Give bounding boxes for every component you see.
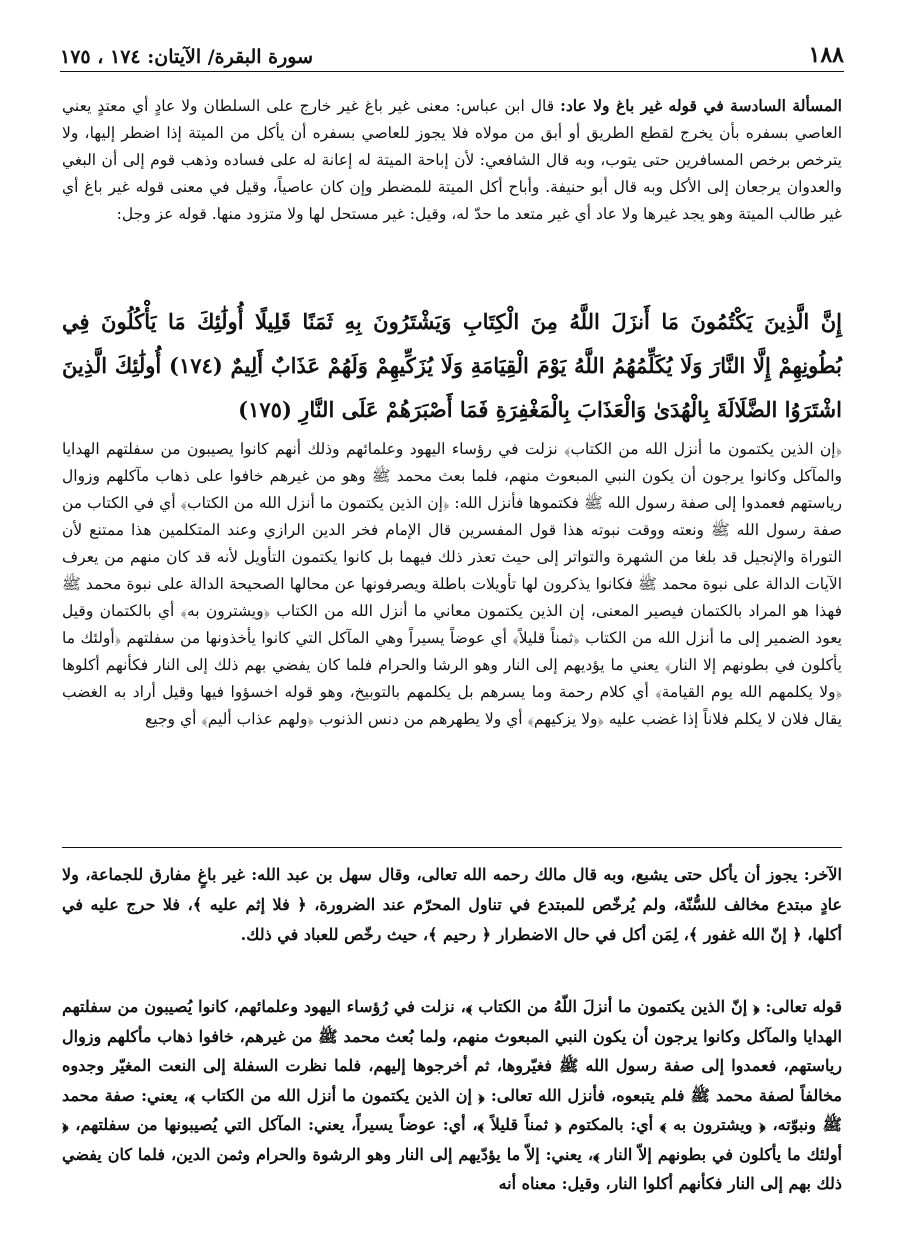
- page-header: [60, 40, 844, 68]
- footnote-2: قوله تعالى: ﴿ إنّ الذين يكتمون ما أنزلَ اللّهُ من الكتاب ﴾، نزلت في رُؤساء اليهود وعلمائهم، كانوا يُصيبون من سفلتهم الهدايا والمآكل وكانوا يرجون أن يكون النبي المبعوث منهم، ولما بُعث محمد ﷺ من غيرهم، خافوا ذهاب مأكلهم وزوال رياستهم، فعمدوا إلى صفة رسول الله ﷺ فغيّروها، ثم أخرجوها إليهم، فلما نظرت السفلة إلى النعت المغيّر وجدوه مخالفاً لصفة محمد ﷺ فلم يتبعوه، فأنزل الله تعالى: ﴿ إن الذين يكتمون ما أنزل الله من الكتاب ﴾، يعني: صفة محمد ﷺ ونبوّته، ﴿ ويشترون به ﴾ أي: بالمكتوم ﴿ ثمناً قليلاً ﴾، أي: عوضاً يسيراً، يعني: المآكل التي يُصيبونها من سفلتهم، ﴿ أولئك ما يأكلون في بطونهم إلاّ النار ﴾، يعني: إلاّ ما يؤدّيهم إلى النار وهو الرشوة والحرام وثمن الدين، فلما كان يفضي ذلك بهم إلى النار فكأنهم أكلوا النار، وقيل: معناه أنه: [62, 997, 843, 1193]
- section-heading: المسألة السادسة في قوله غير باغ ولا عاد:: [560, 96, 842, 115]
- footnote-separator: [62, 847, 842, 848]
- quran-verse: إِنَّ الَّذِينَ يَكْتُمُونَ مَا أَنزَلَ اللَّهُ مِنَ الْكِتَابِ وَيَشْتَرُونَ بِهِ ثَمَنًا قَلِيلًا أُولَٰئِكَ مَا يَأْكُلُونَ فِي بُطُونِهِمْ إِلَّا النَّارَ وَلَا يُكَلِّمُهُمُ اللَّهُ يَوْمَ الْقِيَامَةِ وَلَا يُزَكِّيهِمْ وَلَهُمْ عَذَابٌ أَلِيمٌ (١٧٤) أُولَٰئِكَ الَّذِينَ اشْتَرَوُا الضَّلَالَةَ بِالْهُدَىٰ وَالْعَذَابَ بِالْمَغْفِرَةِ فَمَا أَصْبَرَهُمْ عَلَى النَّارِ (١٧٥): [62, 309, 842, 422]
- page-number: ١٨٨: [808, 42, 844, 68]
- upper-text: [62, 92, 842, 228]
- commentary-text: ﴿إن الذين يكتمون ما أنزل الله من الكتاب﴾ نزلت في رؤساء اليهود وعلمائهم وذلك أنهم كانوا يصيبون من سفلتهم الهدايا والمآكل وكانوا يرجون أن يكون النبي المبعوث منهم، فلما بعث محمد ﷺ وهو من غيرهم خافوا على ذهاب مآكلهم وزوال رياستهم فعمدوا إلى صفة رسول الله ﷺ فكتموها فأنزل الله: ﴿إن الذين يكتمون ما أنزل الله من الكتاب﴾ أي في الكتاب من صفة رسول الله ﷺ ونعته ووقت نبوته هذا قول المفسرين قال الإمام فخر الدين الرازي وعند المتكلمين هذا ممتنع لأن التوراة والإنجيل قد بلغا من الشهرة والتواتر إلى حيث تعذر ذلك فيهما بل كانوا يكتمون التأويل لأنه قد كان منهم من يعرف الآيات الدالة على نبوة محمد ﷺ فكانوا يذكرون لها تأويلات باطلة ويصرفونها عن محالها الصحيحة الدالة على نبوة محمد ﷺ فهذا هو المراد بالكتمان فيصير المعنى، إن الذين يكتمون معاني ما أنزل الله من الكتاب ﴿ويشترون به﴾ أي بالكتمان وقيل يعود الضمير إلى ما أنزل الله من الكتاب ﴿ثمناً قليلاً﴾ أي عوضاً يسيراً وهي المآكل التي كانوا يأخذونها من سفلتهم ﴿أولئك ما يأكلون في بطونهم إلا النار﴾ يعني ما يؤديهم إلى النار وهو الرشا والحرام فلما كان يفضي بهم ذلك إلى النار فكأنهم أكلوها ﴿ولا يكلمهم الله يوم القيامة﴾ أي كلام رحمة وما يسرهم بل يكلمهم بالتوبيخ، وهو قوله اخسؤوا فيها وقيل أراد به الغضب يقال فلان لا يكلم فلاناً إذا غضب عليه ﴿ولا يزكيهم﴾ أي ولا يطهرهم من دنس الذنوب ﴿ولهم عذاب أليم﴾ أي وجيع: [62, 440, 842, 728]
- upper-body: قال ابن عباس: معنى غير باغ غير خارج على السلطان ولا عادٍ أي معتدٍ يعني العاصي بسفره بأن يخرج لقطع الطريق أو أبق من مولاه فلا يجوز للعاصي بسفره أن يأكل من الميتة إذا اضطر إليها، ولا يترخص برخص المسافرين حتى يتوب، وبه قال الشافعي: لأن إباحة الميتة له إعانة له على فساده وذهب قوم إلى أن البغي والعدوان يرجعان إلى الأكل وبه قال أبو حنيفة. وأباح أكل الميتة للمضطر وإن كان عاصياً، وقيل في معنى قوله غير باغ أي غير طالب الميتة وهو يجد غيرها ولا عاد أي غير متعد ما حدّ له، وقيل: غير مستحل لها ولا متزود منها. قوله عز وجل:: [62, 97, 842, 223]
- footnote-1: الآخر: يجوز أن يأكل حتى يشبع، وبه قال مالك رحمه الله تعالى، وقال سهل بن عبد الله: غير باغٍ مفارق للجماعة، ولا عادٍ مبتدع مخالف للسُّنّة، ولم يُرخّص للمبتدع في تناول المحرّم عند الضرورة، ﴿ فلا إثم عليه ﴾، فلا حرج عليه في أكلها، ﴿ إنّ الله غفور ﴾، لِمَن أكل في حال الاضطرار ﴿ رحيم ﴾، حيث رخّص للعباد في ذلك.: [62, 865, 842, 944]
- surah-title: سورة البقرة/ الآيتان: ١٧٤ ، ١٧٥: [60, 46, 314, 68]
- header-rule: [60, 71, 844, 72]
